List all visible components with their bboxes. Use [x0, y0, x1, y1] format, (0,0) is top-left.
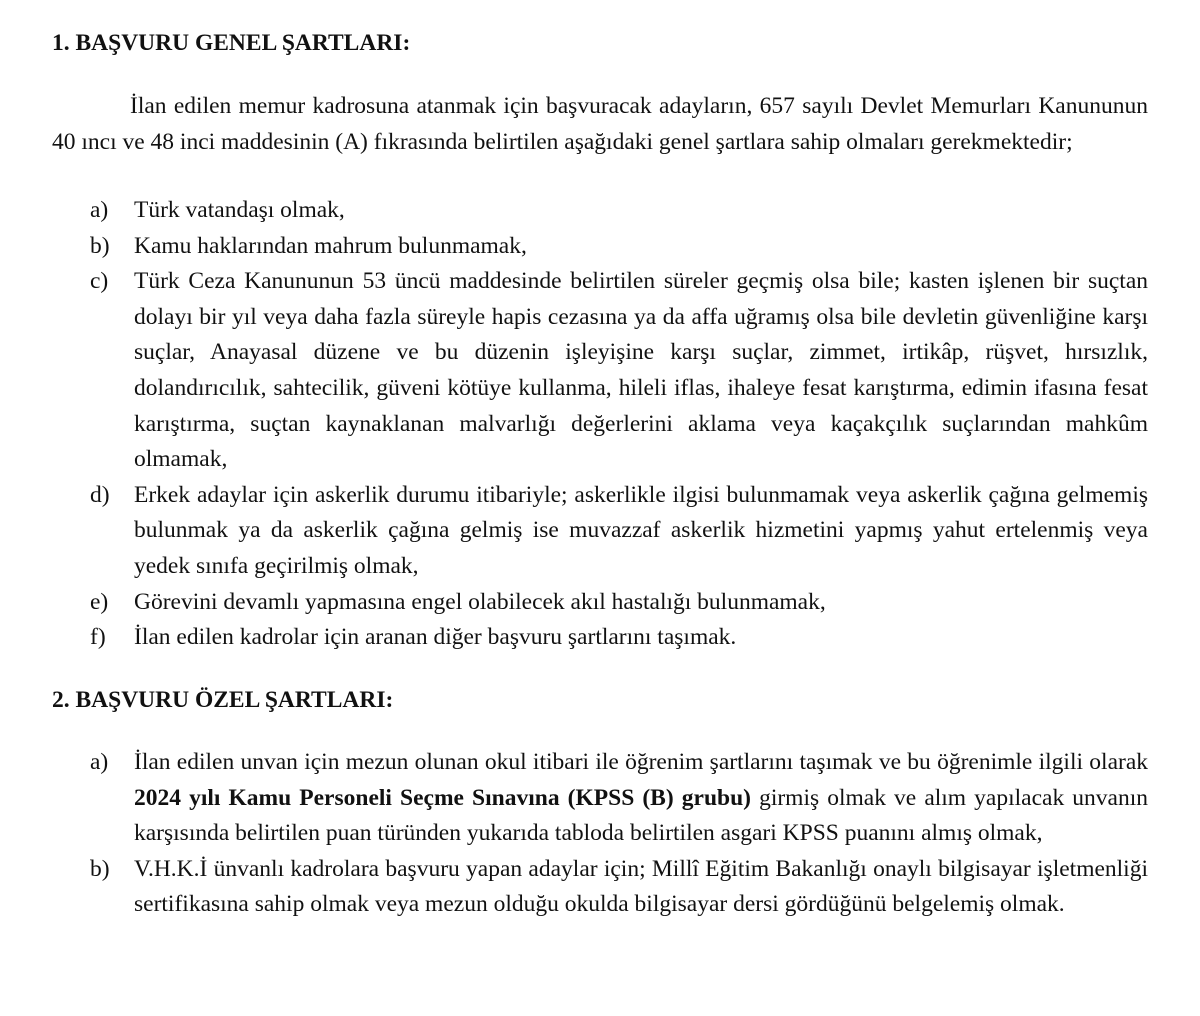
list-item-marker: e): [90, 588, 109, 615]
list-item-text-part: İlan edilen unvan için mezun olunan okul itibari ile öğrenim şartlarını taşımak ve bu öğrenimle ilgili olarak: [134, 749, 1148, 775]
list-item-text: Türk Ceza Kanununun 53 üncü maddesinde belirtilen süreler geçmiş olsa bile; kasten işlenen bir suçtan dolayı bir yıl veya daha fazla süreyle hapis cezasına ya da affa uğramış olsa bile devletin güvenliğine karşı suçlar, Anayasal düzene ve bu düzenin işleyişine karşı suçlar, zimmet, irtikâp, rüşvet, hırsızlık, dolandırıcılık, sahtecilik, güveni kötüye kullanma, hileli iflas, ihaleye fesat karıştırma, edimin ifasına fesat karıştırma, suçtan kaynaklanan malvarlığı değerlerini aklama veya kaçakçılık suçlarından mahkûm olmamak,: [134, 268, 1148, 473]
special-requirements-list: [0, 745, 1200, 923]
list-item-marker: a): [90, 197, 109, 223]
list-item-text: V.H.K.İ ünvanlı kadrolara başvuru yapan adaylar için; Millî Eğitim Bakanlığı onaylı bilgisayar işletmenliği sertifikasına sahip olmak veya mezun olduğu okulda bilgisayar dersi gördüğünü belgelemiş olmak.: [134, 855, 1148, 918]
list-item-text: İlan edilen kadrolar için aranan diğer başvuru şartlarını taşımak.: [134, 624, 737, 651]
list-item-text-part: girmiş olmak ve alım yapılacak unvanın karşısında belirtilen puan türünden yukarıda tabloda belirtilen asgari KPSS puanını almış olmak,: [134, 784, 1148, 847]
list-item: [0, 229, 1200, 265]
list-item-text: Kamu haklarından mahrum bulunmamak,: [134, 232, 527, 259]
list-item-text: Erkek adaylar için askerlik durumu itibariyle; askerlikle ilgisi bulunmamak veya askerlik çağına gelmemiş bulunmak ya da askerlik çağına gelmiş ise muvazzaf askerlik hizmetini yapmış yahut ertelenmiş veya yedek sınıfa geçirilmiş olmak,: [134, 481, 1148, 579]
list-item-marker: f): [90, 624, 106, 651]
section1-intro-text: İlan edilen memur kadrosuna atanmak için başvuracak adayların, 657 sayılı Devlet Memurları Kanununun 40 ıncı ve 48 inci maddesinin (A) fıkrasında belirtilen aşağıdaki genel şartlara sahip olmaları gerekmektedir;: [52, 93, 1148, 155]
list-item-marker: b): [90, 855, 110, 882]
list-item: [0, 852, 1200, 923]
list-item-marker: c): [90, 268, 109, 295]
list-item-text: Görevini devamlı yapmasına engel olabilecek akıl hastalığı bulunmamak,: [134, 588, 826, 615]
list-item-marker: a): [90, 749, 109, 775]
list-item: [0, 620, 1200, 656]
section1-intro-paragraph: [52, 89, 1148, 160]
list-item-text: [134, 745, 1148, 852]
list-item: [0, 193, 1200, 229]
section1-heading: 1. BAŞVURU GENEL ŞARTLARI:: [52, 30, 411, 56]
list-item: [0, 585, 1200, 621]
kpss-exam-emphasis: 2024 yılı Kamu Personeli Seçme Sınavına (KPSS (B) grubu): [134, 784, 751, 811]
list-item: [0, 745, 1200, 852]
list-item-marker: d): [90, 481, 110, 508]
general-requirements-list: [0, 193, 1200, 656]
list-item-text: Türk vatandaşı olmak,: [134, 197, 345, 223]
list-item-marker: b): [90, 232, 110, 259]
list-item: [0, 264, 1200, 478]
section2-heading: 2. BAŞVURU ÖZEL ŞARTLARI:: [52, 687, 394, 713]
list-item: [0, 478, 1200, 585]
